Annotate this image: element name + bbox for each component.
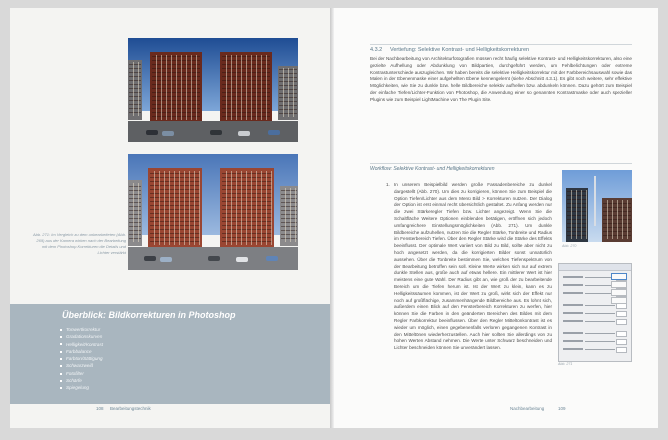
workflow-rule: [370, 163, 632, 164]
section-rule: [370, 44, 632, 45]
section-number: 4.3.2: [370, 47, 383, 53]
building-background: [128, 60, 142, 120]
page-number-left: 108: [96, 406, 104, 411]
list-item: Tonwertkorrektur: [60, 326, 103, 333]
car: [160, 257, 172, 262]
page-number-right: 109: [558, 406, 566, 411]
list-item: Gradationskurven: [60, 333, 103, 340]
photo-after: [128, 154, 298, 270]
building-right: [220, 168, 274, 250]
overview-list: [60, 326, 103, 392]
building-tower: [566, 188, 588, 242]
bullet-icon: [60, 329, 62, 331]
dialog-caption: Abb. 271: [558, 362, 573, 366]
bullet-icon: [60, 336, 62, 338]
car: [146, 130, 158, 135]
slider-row: [563, 320, 627, 324]
list-item: Schwarzweiß: [60, 362, 103, 369]
bullet-icon: [60, 380, 62, 382]
intro-paragraph: Bei der Nachbearbeitung von Architekturfotografien müssen recht häufig selektive Kontrast- und Helligkeitskorrekturen, also eine gezielte Aufhellung oder Abdunklung von Bildpartien, durchgeführt werden, um Fehlbelichtungen oder extreme Kontrastunterschiede auszugleichen. Wir haben bereits die selektive Helligkeitskorrektur mit der Farbbereichsauswahl sowie das Malen in der Ebenenmaske einer aufgehellten Ebene kennengelernt (siehe Abschnitt 4.3.1). Es gibt noch weitere, sehr effektive Möglichkeiten, wie Sie zu dunkle bzw. helle Bildbereiche selektiv aufhellen bzw. abdunkeln können. Dazu gehört zum Beispiel der einfache Tiefen/Lichter-Funktion von Photoshop, die Anwendung einer so genannten Kontrastmaske oder auch spezieller Plugins wie zum Beispiel LightMachine von The Plugin Site.: [370, 56, 632, 102]
car: [208, 256, 220, 261]
cancel-button[interactable]: [611, 281, 627, 288]
bullet-icon: [60, 373, 62, 375]
slider-row: [563, 304, 627, 308]
building-left: [148, 168, 202, 250]
slider-row: [563, 340, 627, 344]
section-title: Vertiefung: Selektive Kontrast- und Helligkeitskorrekturen: [390, 47, 530, 53]
chapter-title-right: Nachbearbeitung: [510, 406, 545, 411]
bullet-icon: [60, 387, 62, 389]
building-left: [150, 52, 202, 124]
right-page: [334, 8, 658, 428]
list-item: Helligkeit/Kontrast: [60, 341, 103, 348]
list-item: Farbton/Sättigung: [60, 355, 103, 362]
chapter-title-left: Bearbeitungstechnik: [110, 406, 151, 411]
car: [236, 257, 248, 262]
list-item: Farbbalance: [60, 348, 103, 355]
figure-caption: Abb. 271: Im Vergleich zu dem unbearbeiteten (Abb. 269) aus der Kamera wirken nach der Bearbeitung mit dem Photoshop Korrekturen die Details und Lichter verstärkt: [32, 232, 126, 255]
shadows-highlights-dialog: [558, 263, 632, 362]
car: [266, 256, 278, 261]
slider-row: [563, 348, 627, 352]
car: [162, 131, 174, 136]
step-paragraph: In unserem Beispielbild werden große Fassadenbereiche zu dunkel dargestellt (Abb. 270). Um dies zu korrigieren, können Sie zum Beispiel die Option Tiefen/Lichter aus dem Menü Bild > Korrekturen nutzen. Der Dialog der Option ist erst einmal recht übersichtlich gestaltet. Zu Anfang werden nur die zwei Stärkeregler Tiefen bzw. Lichter angezeigt. Wenn Sie die Schaltfläche Weitere Optionen einblenden betätigen, eröffnen sich jedoch umfangreichere Einstellungsmöglichkeiten (Abb. 271). Um dunkle Bildbereiche aufzuhellen, nutzen Sie die Regler Stärke, Tonbreite und Radius im Fensterbereich Tiefen. Über den Regler Stärke wird die Stärke des Effekts beeinflusst. Der optimale Wert variiert von Bild zu Bild, sollte aber nicht zu hoch angesetzt werden, da die korrigierten Bilder sonst unnatürlich aussehen. Über die Tonbreite bestimmen Sie, welches Tiefenspektrum von der Bearbeitung betroffen sein soll. Kleine Werte wirken sich nur auf extrem dunkle Stellen aus, große auch auf etwas hellere. Ein mittlerer Wert ist hier meistens eine gute Wahl. Der Radius gibt an, wie groß der zu bearbeitende Bereich um die Tiefen herum ist. Ist der Wert zu klein, kann es zu Helligkeitssäumen kommen, ist der Wert zu groß, wirkt sich der Effekt nur noch auf großflächige, zusammenhängende Bildbereiche aus. Es lohnt sich, außerdem einen Blick auf den Fensterbereich Korrekturen zu werfen, hier können Sie die Farben in den geänderten Bereichen des Bildes mit dem Regler Farbkorrektur beeinflussen. Über den Regler Mitteltonkontrast ist es wieder um möglich, einen gegebenenfalls verloren gegangenen Kontrast in den Mitteltönen wiederherzustellen. Auch hier sollten Sie allerdings von zu hohen Werten Abstand nehmen. Die Werte unter Schwarz beschneiden und Lichter beschneiden können Sie unverändert lassen.: [394, 182, 552, 351]
bullet-icon: [60, 365, 62, 367]
building-facade: [602, 198, 632, 242]
car: [238, 131, 250, 136]
car: [268, 130, 280, 135]
list-item: Schärfe: [60, 377, 103, 384]
car: [144, 256, 156, 261]
list-item: Fotofilter: [60, 370, 103, 377]
slider-row: [563, 312, 627, 316]
bullet-icon: [60, 343, 62, 345]
overview-box: [10, 304, 330, 404]
building-background: [278, 66, 298, 120]
car: [210, 130, 222, 135]
bullet-icon: [60, 351, 62, 353]
photo-before: [128, 38, 298, 142]
photo-thumbnail: [562, 170, 632, 242]
ok-button[interactable]: [611, 273, 627, 280]
bullet-icon: [60, 358, 62, 360]
building-background: [280, 186, 298, 246]
overview-title: Überblick: Bildkorrekturen in Photoshop: [62, 310, 236, 320]
photo-caption: Abb. 270: [562, 244, 577, 248]
list-item: Spiegelung: [60, 384, 103, 391]
step-number: 1.: [386, 182, 390, 187]
building-right: [220, 52, 272, 124]
workflow-title: Workflow: Selektive Kontrast- und Helligkeitskorrekturen: [370, 166, 495, 172]
slider-row: [563, 332, 627, 336]
building-background: [128, 180, 142, 246]
left-page: [10, 8, 330, 428]
tv-tower: [594, 176, 596, 226]
load-button[interactable]: [611, 289, 627, 296]
save-button[interactable]: [611, 297, 627, 304]
dialog-titlebar: [559, 264, 631, 271]
